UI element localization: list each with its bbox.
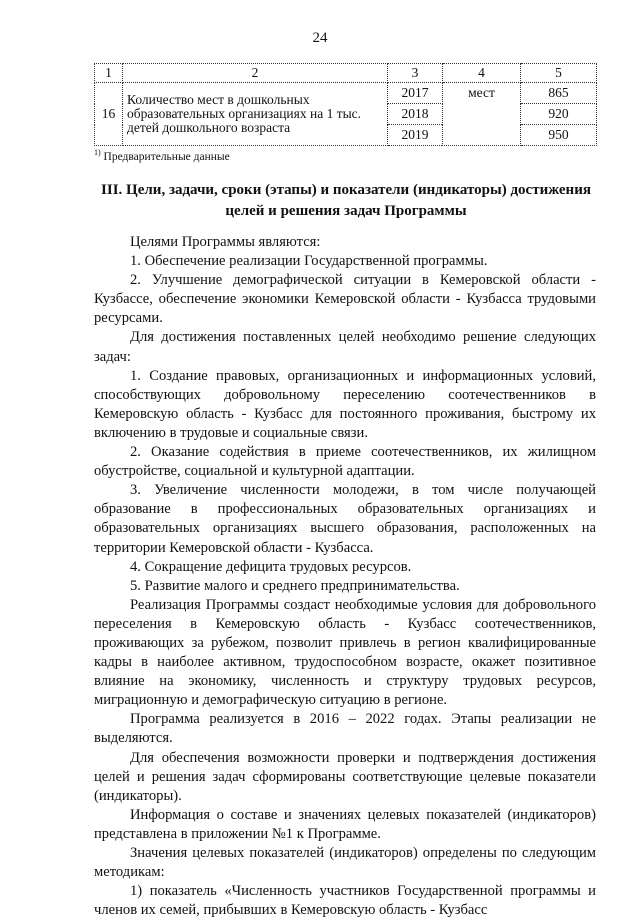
table-header-cell: 5 <box>521 64 597 83</box>
indicator-description: Количество мест в дошкольных образовательных организациях на 1 тыс. детей дошкольного возраста <box>123 83 388 146</box>
paragraph: 2. Улучшение демографической ситуации в Кемеровской области - Кузбассе, обеспечение экономики Кемеровской области - Кузбасса трудовыми ресурсами. <box>94 272 596 327</box>
paragraph: 4. Сокращение дефицита трудовых ресурсов. <box>130 558 412 575</box>
footnote <box>94 148 230 163</box>
paragraph: Информация о составе и значениях целевых показателей (индикаторов) представлена в приложении №1 к Программе. <box>94 806 596 842</box>
year-cell: 2018 <box>388 104 443 125</box>
paragraph: 1. Создание правовых, организационных и информационных условий, способствующих добровольному переселению соотечественников в Кемеровскую область - Кузбасс для постоянного проживания, быстрому их включению в трудовые и социальные связи. <box>94 367 596 441</box>
paragraph: 1) показатель «Численность участников Государственной программы и членов их семей, прибывших в Кемеровскую область - Кузбасс <box>94 883 596 919</box>
table-header-row <box>95 64 597 83</box>
table-header-cell: 2 <box>123 64 388 83</box>
paragraph: 1. Обеспечение реализации Государственной программы. <box>130 253 488 270</box>
footnote-mark: 1) <box>94 148 101 157</box>
value-cell: 920 <box>521 104 597 125</box>
paragraph: Для достижения поставленных целей необходимо решение следующих задач: <box>94 329 596 365</box>
year-cell: 2019 <box>388 125 443 146</box>
paragraph: Для обеспечения возможности проверки и подтверждения достижения целей и решения задач сформированы соответствующие целевые показатели (индикаторы). <box>94 749 596 804</box>
value-cell: 865 <box>521 83 597 104</box>
paragraph: 3. Увеличение численности молодежи, в том числе получающей образование в профессиональных образовательных организациях и образовательных организациях высшего образования, расположенных на территории Кемеровской области - Кузбасса. <box>94 482 596 556</box>
unit-cell: мест <box>443 83 521 146</box>
value-cell: 950 <box>521 125 597 146</box>
paragraph: Программа реализуется в 2016 – 2022 годах. Этапы реализации не выделяются. <box>94 711 596 747</box>
row-number: 16 <box>95 83 123 146</box>
footnote-text: Предварительные данные <box>103 150 230 163</box>
paragraph: Реализация Программы создаст необходимые условия для добровольного переселения в Кемеровскую область - Кузбасс соотечественников, проживающих за рубежом, позволит привлечь в регион квалифицированные кадры в наиболее активном, трудоспособном возрасте, окажет позитивное влияние на экономику, численность и структуру трудовых ресурсов, миграционную и демографическую ситуацию в регионе. <box>94 596 596 709</box>
paragraph: Значения целевых показателей (индикаторов) определены по следующим методикам: <box>94 845 596 881</box>
table-header-cell: 1 <box>95 64 123 83</box>
year-cell: 2017 <box>388 83 443 104</box>
body-text <box>94 233 596 920</box>
paragraph: 5. Развитие малого и среднего предпринимательства. <box>130 577 460 594</box>
page-number: 24 <box>312 30 328 46</box>
table-header-cell: 3 <box>388 64 443 83</box>
paragraph: Целями Программы являются: <box>130 234 321 250</box>
indicator-table <box>94 63 597 146</box>
table-header-cell: 4 <box>443 64 521 83</box>
paragraph: 2. Оказание содействия в приеме соотечественников, их жилищном обустройстве, социальной и культурной адаптации. <box>94 444 596 480</box>
section-title: III. Цели, задачи, сроки (этапы) и показатели (индикаторы) достижения целей и решения задач Программы <box>101 182 591 219</box>
table-row <box>95 83 597 104</box>
